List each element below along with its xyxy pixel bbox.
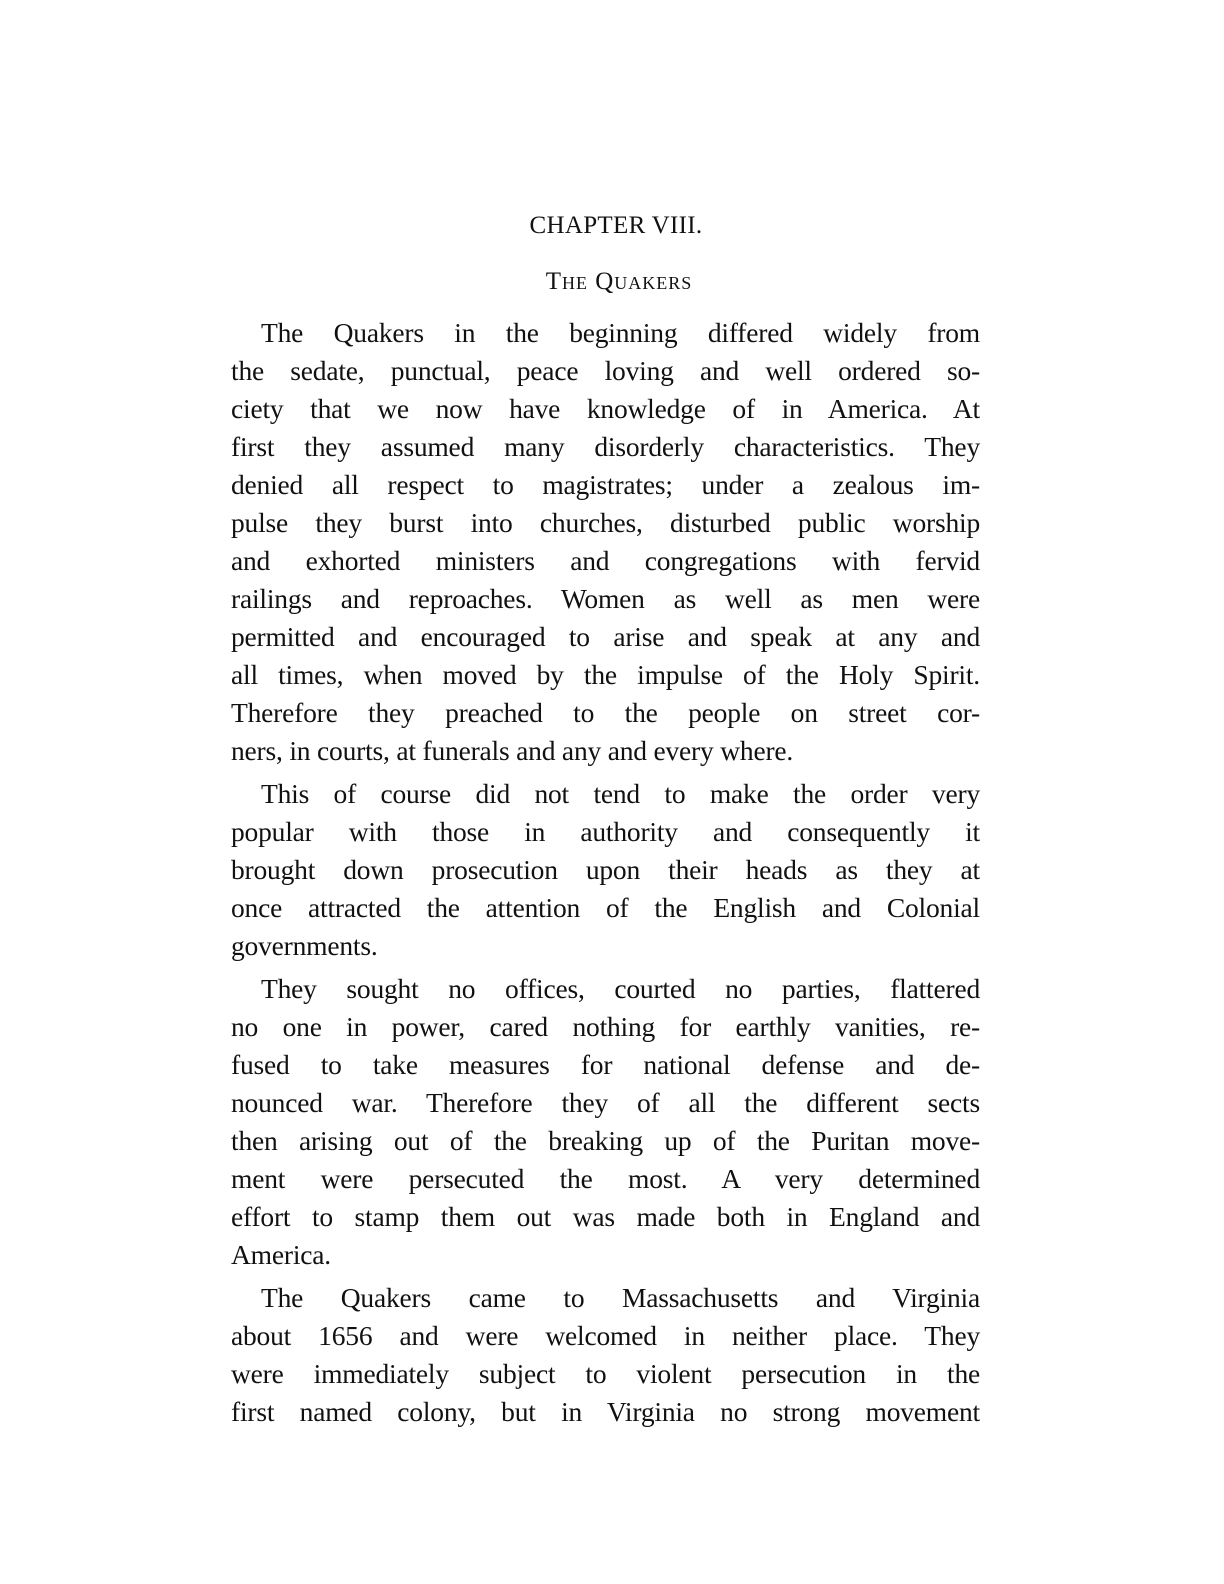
text-line: popular with those in authority and consequently it [231, 816, 980, 847]
text-line: brought down prosecution upon their heads as they at [231, 854, 980, 885]
chapter-title: The Quakers [545, 268, 693, 295]
text-line: first named colony, but in Virginia no strong movement [231, 1396, 980, 1427]
text-line: ment were persecuted the most. A very determined [231, 1163, 980, 1194]
text-line: The Quakers came to Massachusetts and Virginia [261, 1282, 980, 1313]
text-line: nounced war. Therefore they of all the different sects [231, 1087, 980, 1118]
chapter-body [231, 314, 980, 1436]
text-line: Therefore they preached to the people on street cor- [231, 697, 980, 728]
text-line: railings and reproaches. Women as well as men were [231, 583, 980, 614]
chapter-heading: CHAPTER VIII. [529, 212, 703, 239]
text-line: permitted and encouraged to arise and speak at any and [231, 621, 980, 652]
text-line: and exhorted ministers and congregations with fervid [231, 545, 980, 576]
paragraph-1 [231, 314, 980, 770]
text-line: once attracted the attention of the English and Colonial [231, 892, 980, 923]
text-line: ners, in courts, at funerals and any and every where. [231, 735, 794, 766]
text-line: The Quakers in the beginning differed widely from [261, 317, 980, 348]
paragraph-2 [231, 775, 980, 965]
text-line: ciety that we now have knowledge of in America. At [231, 393, 980, 424]
text-line: America. [231, 1239, 331, 1270]
text-line: the sedate, punctual, peace loving and well ordered so- [231, 355, 980, 386]
text-line: all times, when moved by the impulse of the Holy Spirit. [231, 659, 980, 690]
text-line: They sought no offices, courted no parties, flattered [261, 973, 980, 1004]
text-line: fused to take measures for national defense and de- [231, 1049, 980, 1080]
text-line: This of course did not tend to make the order very [261, 778, 980, 809]
text-line: first they assumed many disorderly characteristics. They [231, 431, 980, 462]
text-line: governments. [231, 930, 378, 961]
text-line: about 1656 and were welcomed in neither place. They [231, 1320, 980, 1351]
text-line: no one in power, cared nothing for earthly vanities, re- [231, 1011, 980, 1042]
text-line: pulse they burst into churches, disturbed public worship [231, 507, 980, 538]
text-line: then arising out of the breaking up of the Puritan move- [231, 1125, 980, 1156]
text-line: denied all respect to magistrates; under a zealous im- [231, 469, 980, 500]
paragraph-3 [231, 970, 980, 1274]
paragraph-4 [231, 1279, 980, 1431]
text-line: were immediately subject to violent persecution in the [231, 1358, 980, 1389]
text-line: effort to stamp them out was made both in England and [231, 1201, 980, 1232]
